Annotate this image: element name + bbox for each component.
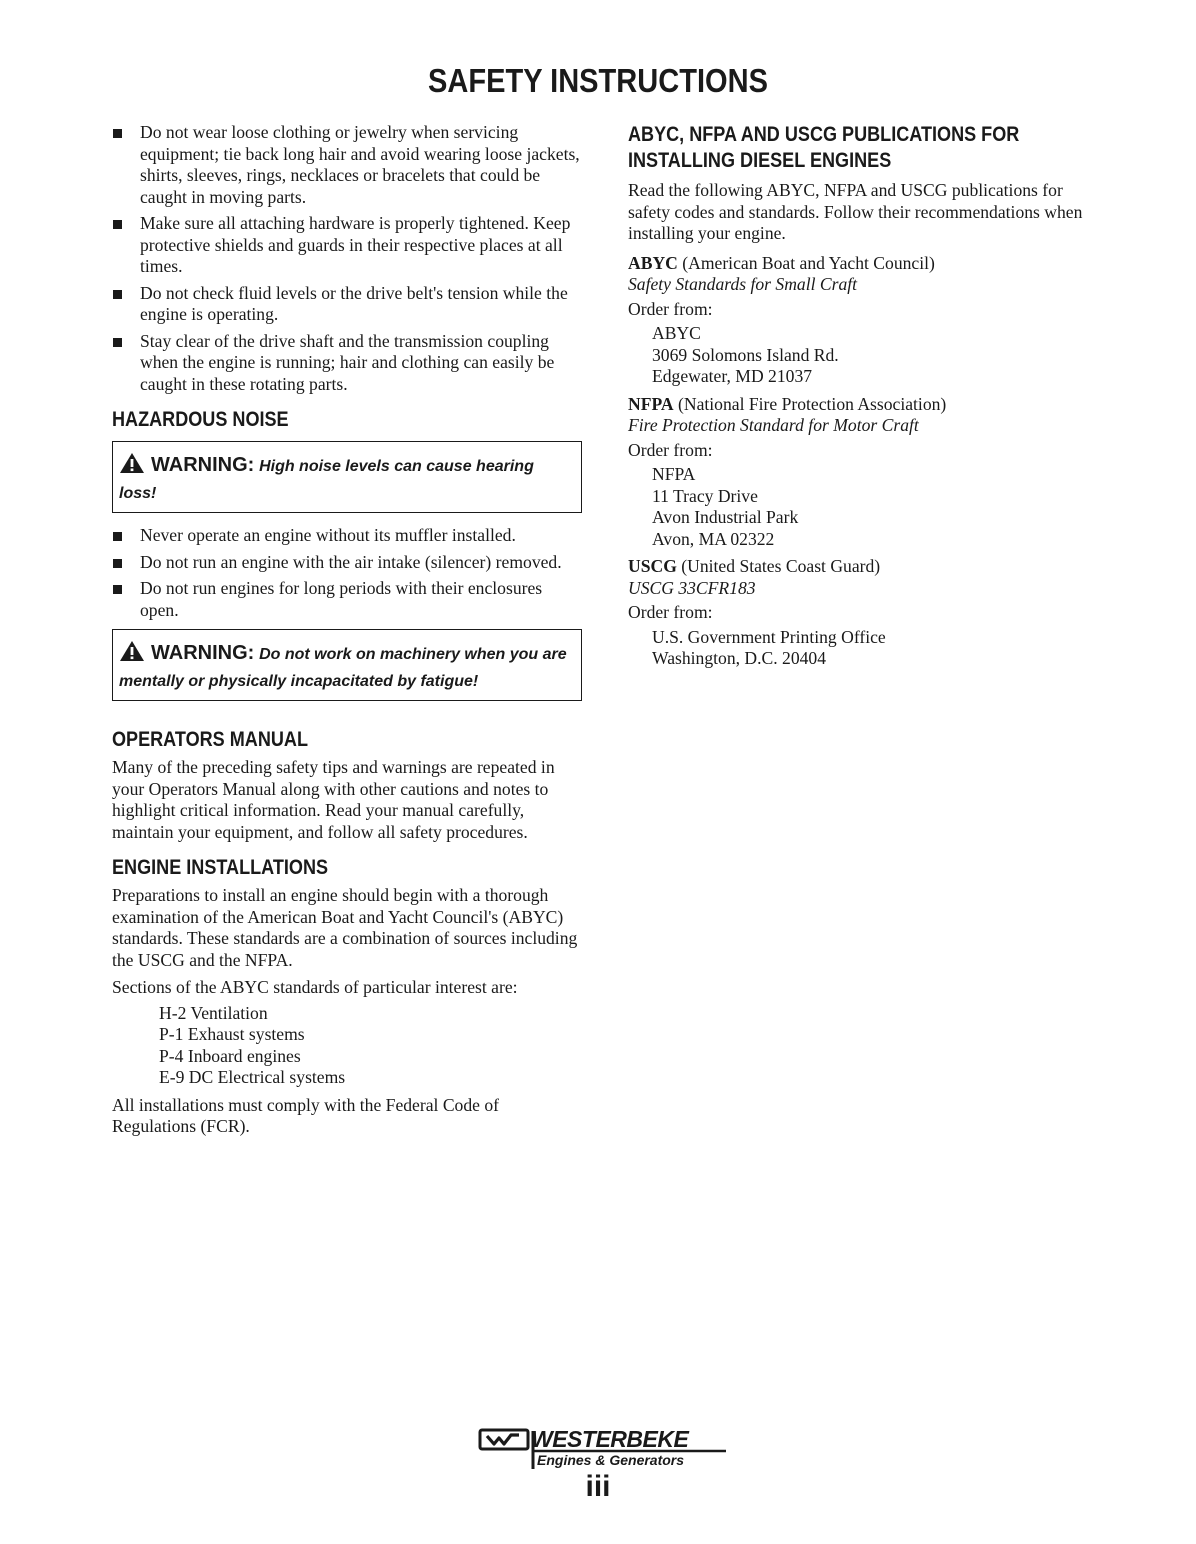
bullet-square-icon (113, 532, 122, 541)
list-item: Stay clear of the drive shaft and the transmission coupling when the engine is running; hair and clothing can easily be caught in these rotating parts. (112, 331, 582, 396)
org-acronym: NFPA (628, 393, 674, 414)
list-item: Do not wear loose clothing or jewelry when servicing equipment; tie back long hair and avoid wearing loose jackets, shirts, sleeves, rings, necklaces or bracelets that could be caught in moving parts. (112, 122, 582, 208)
address-line: Avon Industrial Park (652, 507, 799, 527)
intro-bullet-list (112, 122, 582, 395)
org-acronym: USCG (628, 556, 677, 576)
bullet-square-icon (113, 338, 122, 347)
bullet-square-icon (113, 559, 122, 568)
address-line: U.S. Government Printing Office (652, 626, 886, 647)
org-acronym: ABYC (628, 252, 678, 273)
left-column (112, 122, 582, 1138)
brand-tagline: Engines & Generators (537, 1452, 685, 1468)
bullet-square-icon (113, 129, 122, 138)
abyc-sections-intro: Sections of the ABYC standards of particular interest are: (112, 977, 518, 997)
operators-manual-heading: OPERATORS MANUAL (112, 728, 308, 751)
right-column (628, 122, 1088, 670)
engine-installations-text: Preparations to install an engine should begin with a thorough examination of the American Boat and Yacht Council's (ABYC) standards. These standards are a combination of sources including the USCG and the NFPA. (112, 885, 578, 970)
publication-uscg (628, 556, 1088, 670)
order-from-label: Order from: (628, 602, 713, 622)
list-item: Do not check fluid levels or the drive belt's tension while the engine is operating. (112, 283, 582, 326)
bullet-square-icon (113, 290, 122, 299)
list-item: Make sure all attaching hardware is properly tightened. Keep protective shields and guards in their respective places at all times. (112, 213, 582, 278)
operators-manual-text: Many of the preceding safety tips and warnings are repeated in your Operators Manual along with other cautions and notes to highlight critical information. Read your manual carefully, maintain your equipment, and follow all safety procedures. (112, 757, 555, 842)
org-full-name: (United States Coast Guard) (681, 556, 881, 576)
publication-title: Fire Protection Standard for Motor Craft (628, 415, 919, 435)
westerbeke-logo (478, 1425, 728, 1475)
warning-text: High noise levels can cause hearing loss! (119, 458, 534, 502)
publication-title: Safety Standards for Small Craft (628, 274, 858, 294)
org-full-name: (American Boat and Yacht Council) (682, 252, 935, 273)
publication-abyc (628, 253, 1088, 388)
order-from-label: Order from: (628, 298, 713, 319)
address-line: Washington, D.C. 20404 (652, 648, 827, 668)
list-item: E-9 DC Electrical systems (159, 1067, 346, 1087)
address-line: NFPA (652, 464, 696, 484)
publications-heading: ABYC, NFPA AND USCG PUBLICATIONS FOR INSTALLING DIESEL ENGINES (628, 123, 1020, 172)
brand-name: WESTERBEKE (531, 1426, 689, 1452)
fatigue-warning-box (112, 629, 582, 701)
address-block (628, 323, 1088, 388)
abyc-sections-list (112, 1003, 582, 1089)
warning-triangle-icon (119, 640, 145, 669)
compliance-text: All installations must comply with the Federal Code of Regulations (FCR). (112, 1094, 500, 1136)
address-line: Edgewater, MD 21037 (652, 366, 813, 386)
list-item: P-1 Exhaust systems (159, 1024, 305, 1044)
publication-title: USCG 33CFR183 (628, 577, 756, 598)
noise-warning-box (112, 441, 582, 513)
warning-label: WARNING: (151, 454, 255, 476)
address-line: ABYC (652, 323, 701, 343)
address-line: 11 Tracy Drive (652, 485, 758, 506)
address-block (628, 627, 1088, 670)
hazardous-noise-heading: HAZARDOUS NOISE (112, 408, 289, 431)
list-item: Never operate an engine without its muffler installed. (112, 525, 582, 547)
order-from-label: Order from: (628, 439, 713, 460)
list-item: H-2 Ventilation (159, 1002, 268, 1023)
list-item: Do not run engines for long periods with their enclosures open. (112, 578, 582, 621)
list-item: P-4 Inboard engines (159, 1045, 301, 1066)
publications-intro: Read the following ABYC, NFPA and USCG publications for safety codes and standards. Follow their recommendations when installing your engine. (628, 180, 1083, 243)
warning-text: Do not work on machinery when you are mentally or physically incapacitated by fatigue! (119, 646, 567, 690)
engine-installations-heading: ENGINE INSTALLATIONS (112, 856, 329, 879)
page-title: SAFETY INSTRUCTIONS (428, 62, 768, 99)
warning-label: WARNING: (151, 642, 255, 664)
bullet-square-icon (113, 585, 122, 594)
noise-bullet-list (112, 525, 582, 621)
warning-triangle-icon (119, 452, 145, 481)
address-line: Avon, MA 02322 (652, 528, 775, 549)
publication-nfpa (628, 394, 1088, 551)
list-item: Do not run an engine with the air intake (silencer) removed. (112, 552, 582, 574)
address-line: 3069 Solomons Island Rd. (652, 344, 839, 365)
address-block (628, 464, 1088, 550)
page-number: iii (585, 1470, 611, 1503)
org-full-name: (National Fire Protection Association) (678, 393, 947, 414)
bullet-square-icon (113, 220, 122, 229)
